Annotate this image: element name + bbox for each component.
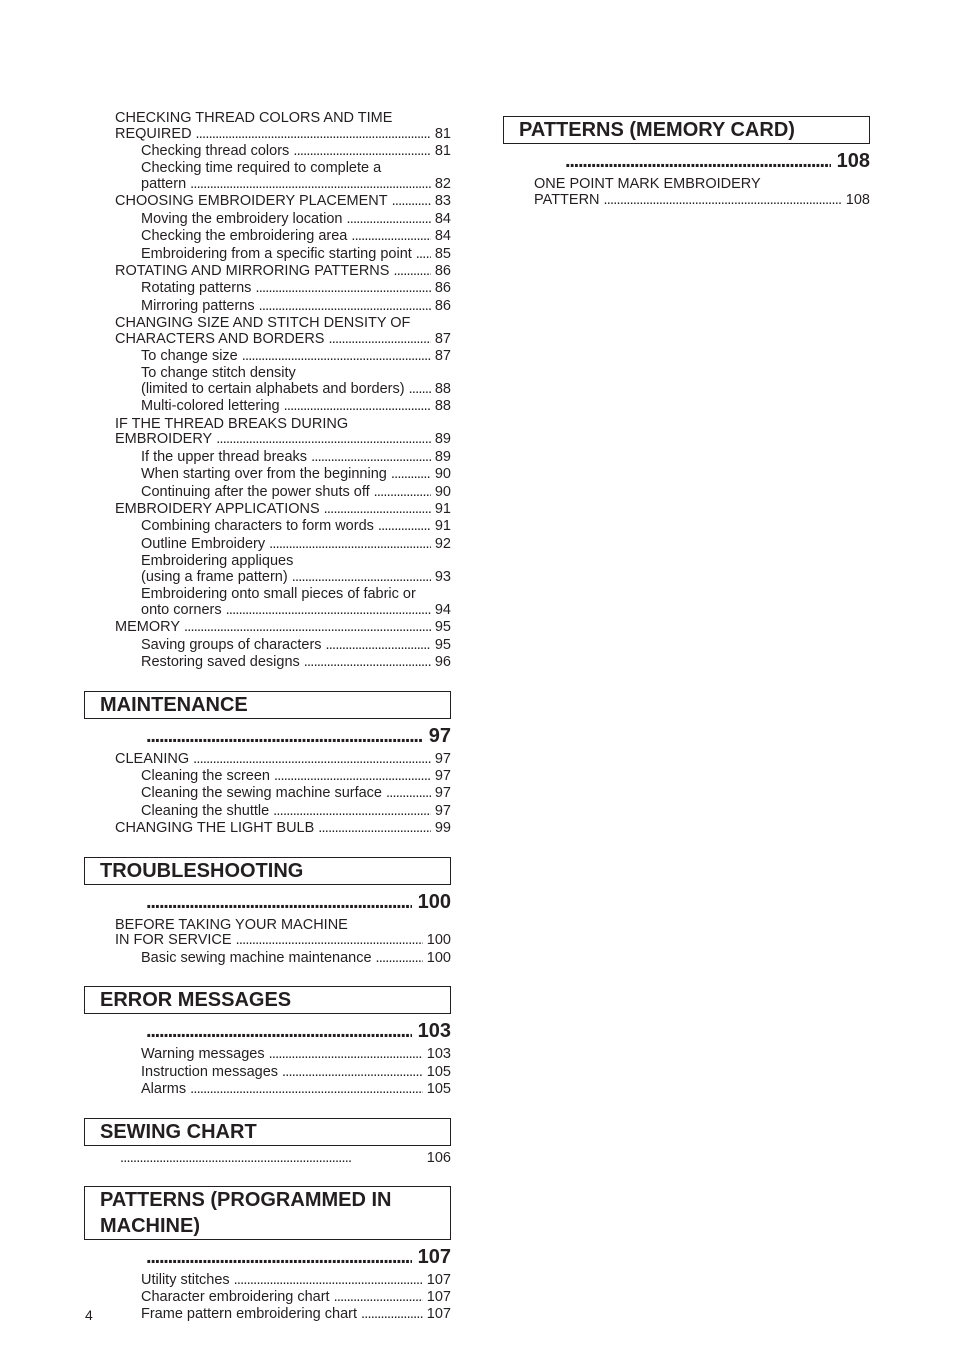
dot-leader <box>409 382 431 398</box>
toc-entry-title: IF THE THREAD BREAKS DURING <box>115 415 349 432</box>
dot-leader <box>216 432 431 448</box>
toc-entry-page: 97 <box>434 802 451 819</box>
toc-entry-title: Continuing after the power shuts off <box>141 483 370 500</box>
toc-entry-title: Multi-colored lettering <box>141 398 280 415</box>
toc-subentry <box>115 1307 451 1323</box>
section-page-ref <box>84 1246 451 1268</box>
toc-entry-list <box>84 1047 451 1097</box>
toc-subentry <box>115 587 451 618</box>
toc-entry-title: If the upper thread breaks <box>141 448 308 465</box>
dot-leader <box>347 212 431 228</box>
dot-leader <box>146 891 412 913</box>
section-page-ref <box>84 1150 451 1166</box>
dot-leader <box>255 281 430 297</box>
section-page-number: 106 <box>426 1149 451 1166</box>
toc-entry-title: CHARACTERS AND BORDERS <box>115 330 325 347</box>
dot-leader <box>269 537 431 553</box>
dot-leader <box>292 570 431 586</box>
toc-entry-list <box>84 1273 451 1323</box>
dot-leader <box>196 127 431 143</box>
toc-entry-title: Cleaning the sewing machine surface <box>141 785 382 802</box>
toc-subentry <box>115 786 451 802</box>
dot-leader <box>259 299 431 315</box>
toc-subentry <box>115 161 451 192</box>
dot-leader <box>274 769 431 785</box>
toc-entry-page: 96 <box>434 653 451 670</box>
toc-entry-page: 92 <box>434 535 451 552</box>
toc-subentry <box>115 655 451 671</box>
toc-entry-title: Checking thread colors <box>141 142 290 159</box>
dot-leader <box>226 603 431 619</box>
toc-entry-page: 103 <box>426 1046 451 1063</box>
toc-entry-page: 83 <box>434 193 451 210</box>
toc-entry-list <box>84 918 451 967</box>
dot-leader <box>284 399 431 415</box>
toc-entry-page: 88 <box>434 398 451 415</box>
toc-entry-page: 81 <box>434 125 451 142</box>
dot-leader <box>376 951 423 967</box>
toc-entry-page: 88 <box>434 381 451 398</box>
section-page-number: 97 <box>428 724 451 747</box>
toc-entry-title: Alarms <box>141 1081 187 1098</box>
toc-entry-title: Embroidering from a specific starting point <box>141 245 412 262</box>
toc-entry-page: 89 <box>434 431 451 448</box>
toc-entry-page: 105 <box>426 1081 451 1098</box>
toc-right-column <box>503 116 870 210</box>
toc-entry <box>115 502 451 518</box>
section-heading: SEWING CHART <box>84 1118 451 1146</box>
dot-leader <box>293 144 431 160</box>
toc-entry-title: Checking time required to complete a <box>141 160 382 177</box>
toc-entry-title: ONE POINT MARK EMBROIDERY <box>534 176 761 192</box>
section-page-number: 107 <box>417 1245 451 1268</box>
toc-entry <box>115 620 451 636</box>
toc-entry-page: 105 <box>426 1063 451 1080</box>
toc-entry-page: 97 <box>434 785 451 802</box>
dot-leader <box>236 933 423 949</box>
toc-entry-title: onto corners <box>141 601 222 618</box>
dot-leader <box>193 752 431 768</box>
toc-entry <box>115 316 451 347</box>
dot-leader <box>391 467 431 483</box>
toc-entry-page: 100 <box>426 949 451 966</box>
dot-leader <box>386 786 431 802</box>
toc-subentry <box>115 212 451 228</box>
dot-leader <box>184 620 431 636</box>
toc-entry-title: CHECKING THREAD COLORS AND TIME <box>115 110 393 126</box>
toc-entry-page: 97 <box>434 750 451 767</box>
toc-entry-title: Rotating patterns <box>141 280 252 297</box>
section-heading: ERROR MESSAGES <box>84 986 451 1014</box>
section-page-number: 108 <box>836 150 870 172</box>
toc-subentry <box>115 638 451 654</box>
toc-subentry <box>115 247 451 263</box>
toc-subentry <box>115 399 451 415</box>
toc-subentry <box>115 537 451 553</box>
toc-entry-title: To change size <box>141 348 238 365</box>
toc-entry-title: Embroidering onto small pieces of fabric or <box>141 586 416 603</box>
section-heading: PATTERNS (MEMORY CARD) <box>503 116 870 144</box>
toc-entry-page: 91 <box>434 518 451 535</box>
toc-entry-title: EMBROIDERY APPLICATIONS <box>115 501 320 517</box>
toc-entry <box>115 417 451 448</box>
toc-subentry <box>115 1065 451 1081</box>
dot-leader <box>392 194 431 210</box>
dot-leader <box>318 821 431 837</box>
toc-entry-title: Mirroring patterns <box>141 297 255 314</box>
toc-subentry <box>115 554 451 585</box>
toc-section <box>84 1118 451 1166</box>
toc-entry-title: PATTERN <box>534 191 600 208</box>
dot-leader <box>282 1065 423 1081</box>
toc-entry-page: 90 <box>434 466 451 483</box>
dot-leader <box>604 193 842 209</box>
dot-leader <box>361 1307 423 1323</box>
dot-leader <box>304 655 431 671</box>
toc-entry-title: Instruction messages <box>141 1063 279 1080</box>
dot-leader <box>311 450 431 466</box>
toc-entry-list <box>84 752 451 837</box>
toc-subentry <box>115 281 451 297</box>
toc-entry-page: 84 <box>434 210 451 227</box>
toc-entry-title: Character embroidering chart <box>141 1289 330 1306</box>
toc-entry-title: Frame pattern embroidering chart <box>141 1306 357 1323</box>
toc-entry-title: CLEANING <box>115 750 190 767</box>
toc-entry-title: Warning messages <box>141 1046 265 1063</box>
toc-entry-title: CHANGING THE LIGHT BULB <box>115 820 315 837</box>
toc-subentry <box>115 299 451 315</box>
toc-subentry <box>115 951 451 967</box>
toc-entry-title: Saving groups of characters <box>141 636 322 653</box>
toc-subentry <box>115 1290 451 1306</box>
toc-subentry <box>115 519 451 535</box>
toc-entry-page: 94 <box>434 601 451 618</box>
dot-leader <box>328 332 430 348</box>
toc-entry-page: 82 <box>434 175 451 192</box>
toc-entry-title: Cleaning the shuttle <box>141 802 270 819</box>
toc-entry-page: 99 <box>434 820 451 837</box>
dot-leader <box>374 485 431 501</box>
toc-entry-title: Combining characters to form words <box>141 518 374 535</box>
toc-entry <box>115 264 451 280</box>
toc-entry-page: 89 <box>434 448 451 465</box>
toc-entry-page: 107 <box>426 1289 451 1306</box>
toc-entry <box>115 752 451 768</box>
section-page-number: 103 <box>417 1020 451 1043</box>
toc-entry <box>115 918 451 949</box>
section-page-ref <box>84 891 451 913</box>
toc-entry-page: 84 <box>434 228 451 245</box>
dot-leader <box>190 177 431 193</box>
toc-entry-page: 97 <box>434 767 451 784</box>
toc-entry-title: EMBROIDERY <box>115 431 213 448</box>
toc-entry-title: Embroidering appliques <box>141 553 294 570</box>
toc-entry <box>534 177 870 208</box>
dot-leader <box>378 519 431 535</box>
toc-entry-page: 87 <box>434 330 451 347</box>
toc-entry-title: When starting over from the beginning <box>141 466 387 483</box>
toc-subentry <box>115 144 451 160</box>
toc-entry-title: REQUIRED <box>115 125 192 142</box>
dot-leader <box>146 1020 412 1042</box>
toc-subentry <box>115 349 451 365</box>
toc-entry-page: 95 <box>434 636 451 653</box>
toc-entry-page: 107 <box>426 1306 451 1323</box>
toc-entry-page: 81 <box>434 142 451 159</box>
toc-entry-title: IN FOR SERVICE <box>115 932 232 949</box>
toc-entry-title: ROTATING AND MIRRORING PATTERNS <box>115 262 390 279</box>
toc-entry <box>115 111 451 142</box>
toc-subentry <box>115 450 451 466</box>
toc-subentry <box>115 485 451 501</box>
toc-entry-title: Basic sewing machine maintenance <box>141 949 372 966</box>
toc-subentry <box>115 769 451 785</box>
toc-entry-title: Checking the embroidering area <box>141 228 348 245</box>
toc-section <box>84 986 451 1097</box>
dot-leader <box>242 349 431 365</box>
toc-entry-title: MEMORY <box>115 619 180 636</box>
section-heading: TROUBLESHOOTING <box>84 857 451 885</box>
dot-leader <box>273 804 431 820</box>
toc-section <box>84 1186 451 1323</box>
section-heading: MAINTENANCE <box>84 691 451 719</box>
toc-section <box>503 116 870 208</box>
dot-leader <box>190 1082 423 1098</box>
toc-entry-title: Outline Embroidery <box>141 535 266 552</box>
dot-leader <box>146 1246 412 1268</box>
dot-leader <box>326 638 431 654</box>
toc-subentry <box>115 804 451 820</box>
toc-entry-list <box>503 177 870 208</box>
dot-leader <box>234 1273 423 1289</box>
toc-subentry <box>115 229 451 245</box>
dot-leader <box>269 1047 423 1063</box>
toc-section <box>84 691 451 837</box>
toc-entry-page: 95 <box>434 619 451 636</box>
section-heading: PATTERNS (PROGRAMMED IN MACHINE) <box>84 1186 451 1240</box>
toc-subentry <box>115 467 451 483</box>
dot-leader <box>334 1290 423 1306</box>
section-page-number: 100 <box>417 890 451 913</box>
toc-entry-page: 87 <box>434 348 451 365</box>
dot-leader <box>120 1150 421 1166</box>
section-page-ref <box>503 150 870 172</box>
dot-leader <box>416 247 431 263</box>
toc-entry-title: (using a frame pattern) <box>141 568 288 585</box>
toc-entry-title: pattern <box>141 175 187 192</box>
dot-leader <box>351 229 431 245</box>
toc-entry-title: BEFORE TAKING YOUR MACHINE <box>115 916 348 933</box>
toc-entry-title: CHOOSING EMBROIDERY PLACEMENT <box>115 193 388 210</box>
toc-entry-title: Utility stitches <box>141 1271 230 1288</box>
toc-entry-title: To change stitch density <box>141 365 296 382</box>
toc-section-list <box>84 691 451 1323</box>
section-page-ref <box>84 1020 451 1042</box>
toc-left-column <box>84 111 451 1325</box>
toc-entry <box>115 194 451 210</box>
toc-entry-title: Restoring saved designs <box>141 653 300 670</box>
toc-section <box>84 857 451 967</box>
toc-subentry <box>115 1273 451 1289</box>
toc-entry-list <box>84 111 451 671</box>
toc-subentry <box>115 1047 451 1063</box>
toc-subentry <box>115 1082 451 1098</box>
toc-subentry <box>115 366 451 397</box>
toc-entry-title: Moving the embroidery location <box>141 210 343 227</box>
toc-section-list <box>503 116 870 208</box>
toc-entry-page: 100 <box>426 932 451 949</box>
toc-entry-title: (limited to certain alphabets and borders) <box>141 381 405 398</box>
toc-entry-page: 108 <box>845 191 870 208</box>
toc-entry-page: 85 <box>434 245 451 262</box>
toc-entry-page: 86 <box>434 280 451 297</box>
toc-entry-page: 86 <box>434 297 451 314</box>
toc-entry-page: 90 <box>434 483 451 500</box>
toc-entry-page: 91 <box>434 501 451 517</box>
page-number: 4 <box>85 1307 93 1323</box>
toc-entry-page: 107 <box>426 1271 451 1288</box>
toc-entry-title: CHANGING SIZE AND STITCH DENSITY OF <box>115 315 411 332</box>
dot-leader <box>324 502 431 518</box>
dot-leader <box>565 150 831 172</box>
toc-entry-page: 93 <box>434 568 451 585</box>
section-page-ref <box>84 725 451 747</box>
toc-entry-page: 86 <box>434 262 451 279</box>
toc-entry <box>115 821 451 837</box>
dot-leader <box>393 264 430 280</box>
toc-entry-title: Cleaning the screen <box>141 767 270 784</box>
dot-leader <box>146 725 423 747</box>
